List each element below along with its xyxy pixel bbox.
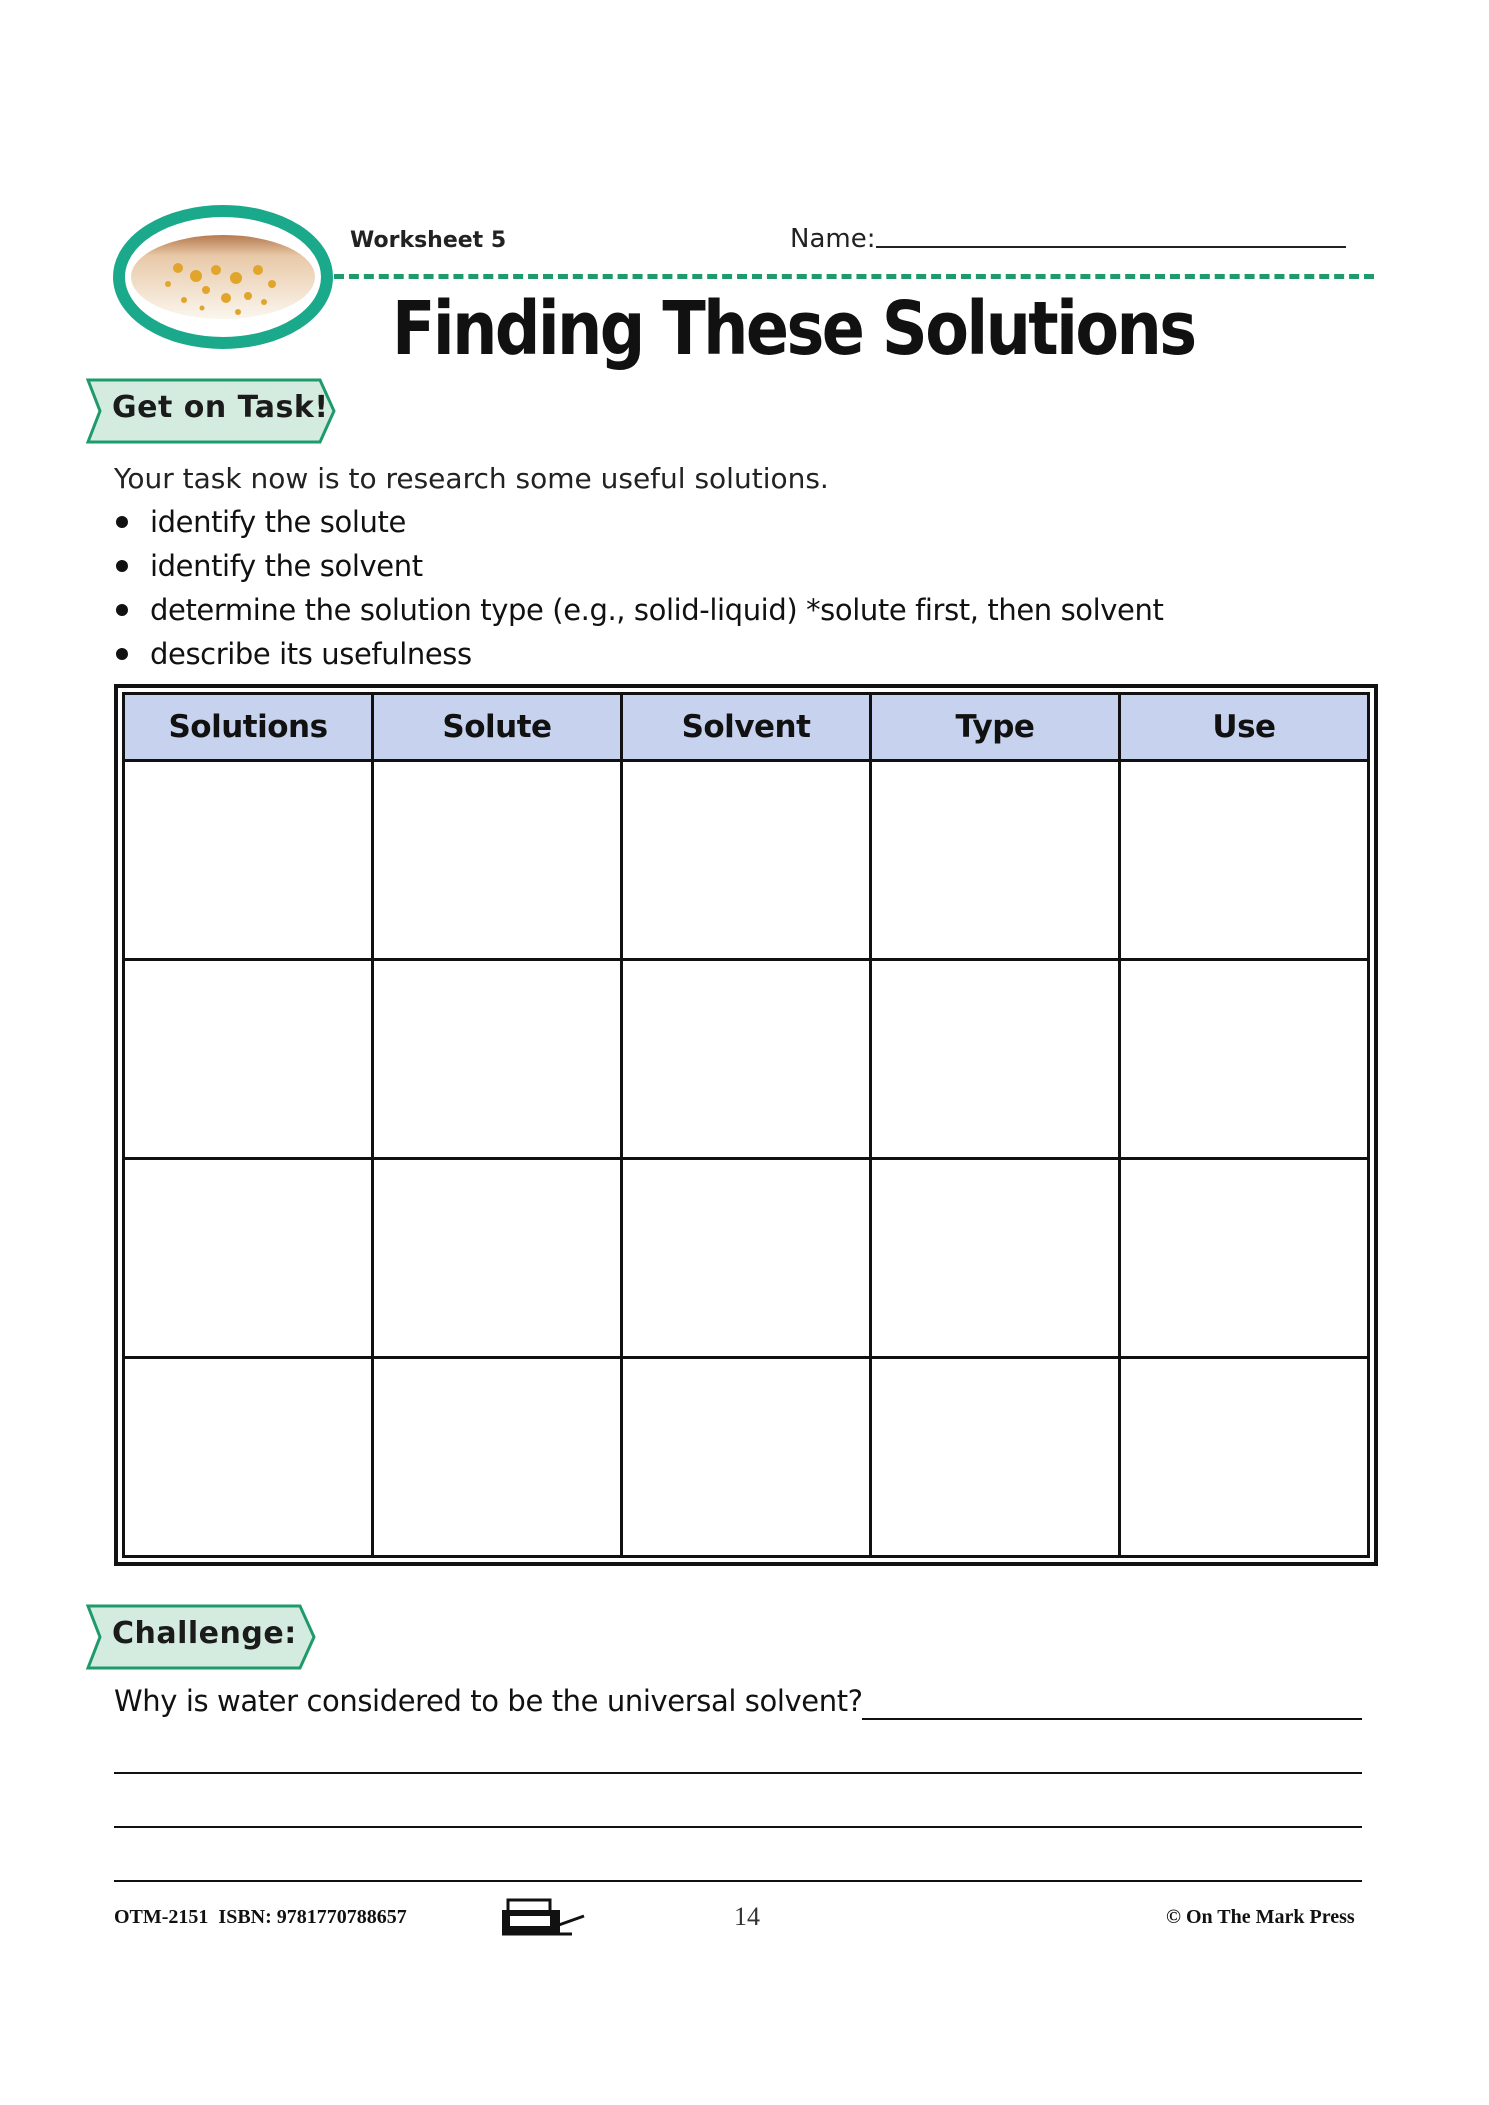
- table-cell[interactable]: [1120, 1159, 1369, 1358]
- table-cell[interactable]: [373, 1358, 622, 1557]
- column-header-type: Type: [871, 694, 1120, 761]
- challenge-heading: Challenge:: [112, 1616, 297, 1651]
- page-number: 14: [734, 1902, 760, 1931]
- name-field-line[interactable]: [876, 246, 1346, 248]
- challenge-question: Why is water considered to be the universal solvent?: [114, 1684, 863, 1718]
- table-cell[interactable]: [1120, 960, 1369, 1159]
- table-cell[interactable]: [124, 761, 373, 960]
- bullet-icon: [116, 648, 128, 660]
- table-row: [124, 960, 1369, 1159]
- table-cell[interactable]: [124, 960, 373, 1159]
- list-item: identify the solvent: [114, 544, 1163, 588]
- printer-icon: [500, 1896, 586, 1938]
- solutions-table-frame: [114, 684, 1378, 1566]
- table-cell[interactable]: [373, 1159, 622, 1358]
- worksheet-label: Worksheet 5: [350, 228, 507, 253]
- table-cell[interactable]: [622, 761, 871, 960]
- bullet-icon: [116, 560, 128, 572]
- answer-line[interactable]: [114, 1772, 1362, 1774]
- table-cell[interactable]: [373, 960, 622, 1159]
- task-intro: Your task now is to research some useful solutions.: [114, 462, 829, 495]
- answer-line[interactable]: [114, 1880, 1362, 1882]
- table-header-row: [124, 694, 1369, 761]
- task-bullet-list: [114, 500, 1163, 676]
- table-cell[interactable]: [124, 1159, 373, 1358]
- table-cell[interactable]: [622, 1358, 871, 1557]
- column-header-solute: Solute: [373, 694, 622, 761]
- logo-image: [112, 204, 334, 350]
- table-row: [124, 1358, 1369, 1557]
- table-cell[interactable]: [1120, 1358, 1369, 1557]
- task-heading: Get on Task!: [112, 390, 329, 425]
- table-cell[interactable]: [871, 960, 1120, 1159]
- name-label: Name:: [790, 224, 876, 254]
- answer-line[interactable]: [114, 1826, 1362, 1828]
- table-cell[interactable]: [871, 1358, 1120, 1557]
- table-cell[interactable]: [124, 1358, 373, 1557]
- header-divider: [334, 274, 1374, 279]
- table-cell[interactable]: [871, 1159, 1120, 1358]
- table-row: [124, 1159, 1369, 1358]
- table-cell[interactable]: [622, 960, 871, 1159]
- challenge-ribbon: [86, 1604, 316, 1670]
- table-cell[interactable]: [1120, 761, 1369, 960]
- answer-line[interactable]: [862, 1718, 1362, 1720]
- list-item: describe its usefulness: [114, 632, 1163, 676]
- footer-isbn: OTM-2151 ISBN: 9781770788657: [114, 1906, 407, 1928]
- column-header-use: Use: [1120, 694, 1369, 761]
- solutions-table: [122, 692, 1370, 1558]
- table-row: [124, 761, 1369, 960]
- column-header-solvent: Solvent: [622, 694, 871, 761]
- table-cell[interactable]: [622, 1159, 871, 1358]
- page-title: Finding These Solutions: [392, 286, 1195, 372]
- task-ribbon: [86, 378, 336, 444]
- list-item: determine the solution type (e.g., solid-liquid) *solute first, then solvent: [114, 588, 1163, 632]
- footer-copyright: © On The Mark Press: [1166, 1906, 1355, 1928]
- table-cell[interactable]: [871, 761, 1120, 960]
- bullet-icon: [116, 516, 128, 528]
- column-header-solutions: Solutions: [124, 694, 373, 761]
- table-cell[interactable]: [373, 761, 622, 960]
- bullet-icon: [116, 604, 128, 616]
- list-item: identify the solute: [114, 500, 1163, 544]
